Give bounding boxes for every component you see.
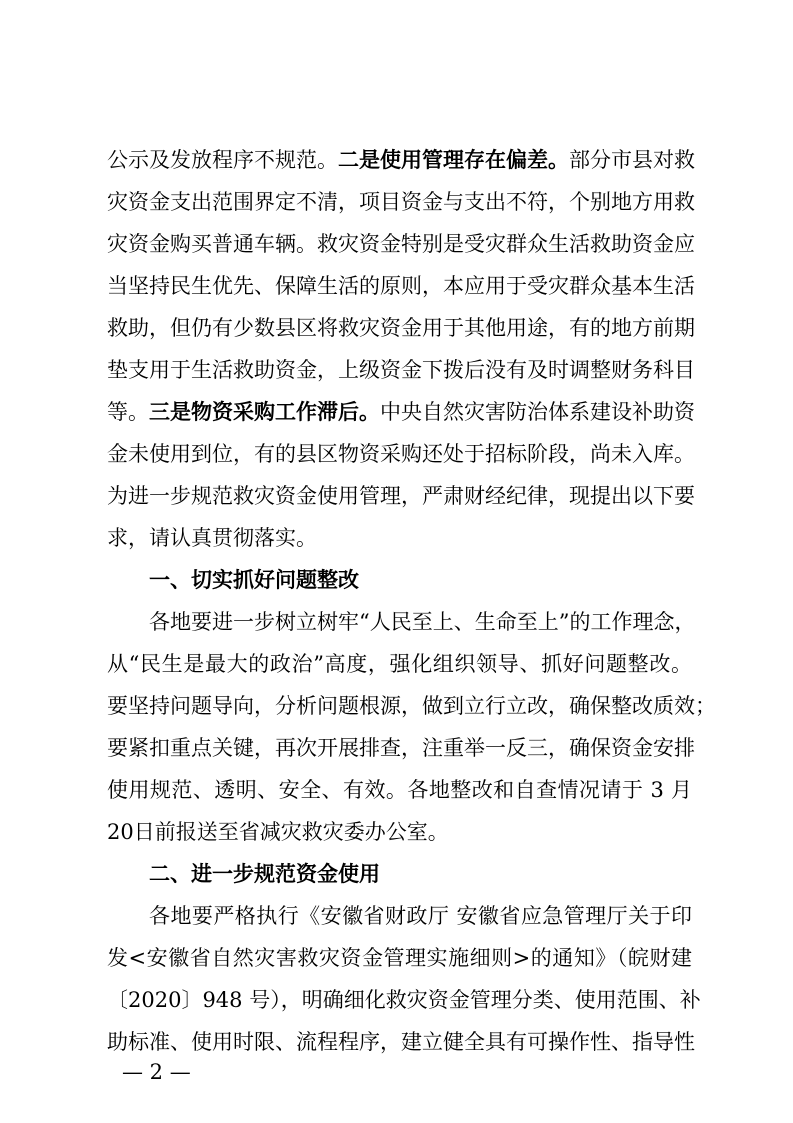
paragraph-line: 垫支用于生活救助资金，上级资金下拨后没有及时调整财务科目 <box>107 358 695 382</box>
bold-phrase: 二是使用管理存在偏差。 <box>338 148 569 172</box>
paragraph-line: 〔2020〕948 号），明确细化救灾资金管理分类、使用范围、补 <box>107 988 701 1012</box>
paragraph-line: 发<安徽省自然灾害救灾资金管理实施细则>的通知》（皖财建 <box>107 946 692 970</box>
paragraph-line: 各地要进一步树立树牢“人民至上、生命至上”的工作理念， <box>149 610 696 634</box>
paragraph-line: 救助，但仍有少数县区将救灾资金用于其他用途，有的地方前期 <box>107 316 695 340</box>
paragraph-line: 各地要严格执行《安徽省财政厅 安徽省应急管理厅关于印 <box>149 904 692 928</box>
paragraph-line: 要坚持问题导向，分析问题根源，做到立行立改，确保整改质效； <box>107 694 716 718</box>
text-span: 公示及发放程序不规范。 <box>107 148 338 172</box>
paragraph-line: 当坚持民生优先、保障生活的原则，本应用于受灾群众基本生活 <box>107 274 695 298</box>
paragraph-line: 从“民生是最大的政治”高度，强化组织领导、抓好问题整改。 <box>107 652 692 676</box>
bold-phrase: 三是物资采购工作滞后。 <box>149 400 380 424</box>
paragraph-line: 助标准、使用时限、流程程序，建立健全具有可操作性、指导性 <box>107 1030 695 1054</box>
paragraph-line: 20日前报送至省减灾救灾委办公室。 <box>107 820 449 844</box>
paragraph-line: 为进一步规范救灾资金使用管理，严肃财经纪律，现提出以下要 <box>107 484 695 508</box>
section-heading: 二、进一步规范资金使用 <box>149 862 380 886</box>
paragraph-line: 求，请认真贯彻落实。 <box>107 526 317 550</box>
paragraph-line <box>107 400 695 424</box>
paragraph-line: 金未使用到位，有的县区物资采购还处于招标阶段，尚未入库。 <box>107 442 695 466</box>
section-heading: 一、切实抓好问题整改 <box>149 568 359 592</box>
text-span: 等。 <box>107 400 149 424</box>
text-span: 部分市县对救 <box>569 148 695 172</box>
paragraph-line: 灾资金购买普通车辆。救灾资金特别是受灾群众生活救助资金应 <box>107 232 695 256</box>
page-number: — 2 — <box>122 1060 191 1084</box>
paragraph-line: 灾资金支出范围界定不清，项目资金与支出不符，个别地方用救 <box>107 190 695 214</box>
paragraph-line <box>107 148 695 172</box>
paragraph-line: 要紧扣重点关键，再次开展排查，注重举一反三，确保资金安排 <box>107 736 695 760</box>
paragraph-line: 使用规范、透明、安全、有效。各地整改和自查情况请于 3 月 <box>107 778 692 802</box>
text-span: 中央自然灾害防治体系建设补助资 <box>380 400 695 424</box>
